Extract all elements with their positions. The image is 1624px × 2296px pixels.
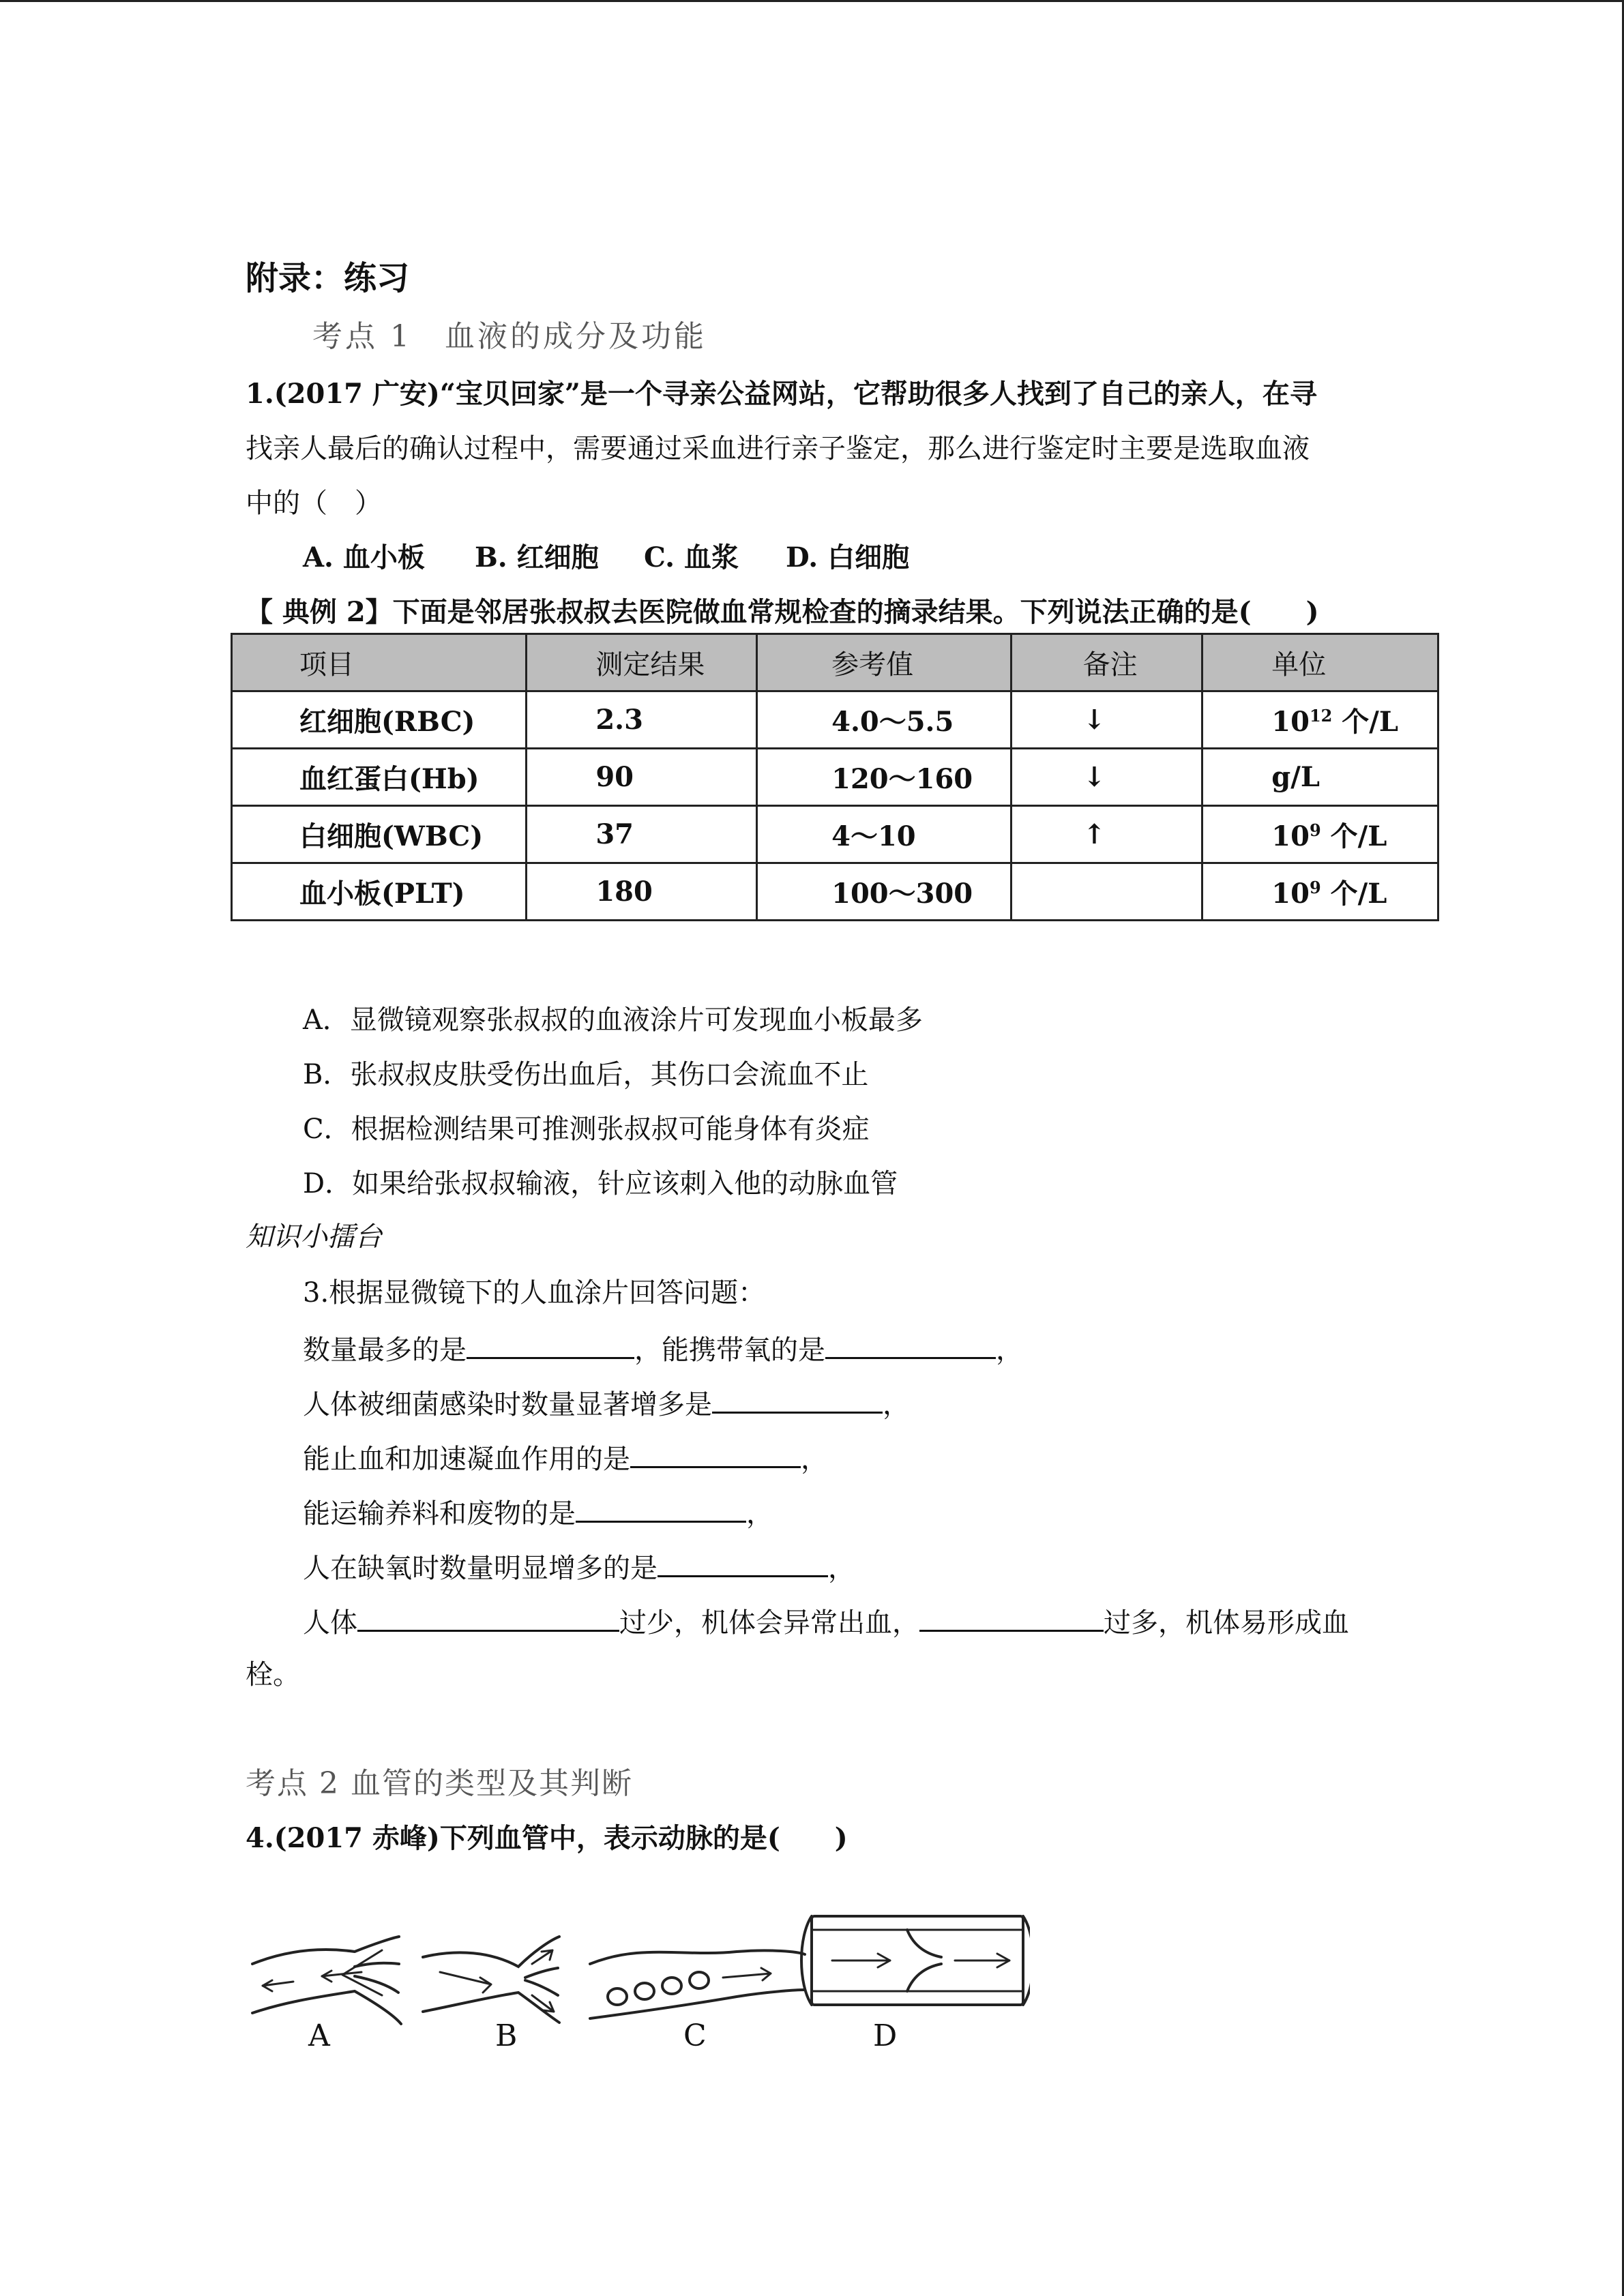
q1-line-3: 中的（ ） xyxy=(246,488,382,519)
cell-note: ↑ xyxy=(1011,806,1202,863)
cell-reference: 4～10 xyxy=(757,806,1012,863)
q3-l4a: 能运输养料和废物的是 xyxy=(303,1498,576,1530)
q1-option-c: C. 血浆 xyxy=(644,541,739,573)
unit-exponent: 9 xyxy=(1309,878,1321,897)
header-result: 测定结果 xyxy=(527,634,757,691)
q1-option-a: A. 血小板 xyxy=(303,541,425,573)
q3-l1c: ， xyxy=(996,1335,1023,1366)
cell-unit xyxy=(1202,691,1438,749)
answer-blank-8[interactable] xyxy=(919,1602,1104,1632)
q3-line-3 xyxy=(303,1439,828,1477)
table-header-row xyxy=(232,634,1438,691)
knowledge-title: 知识小擂台 xyxy=(246,1221,382,1253)
unit-base: 10 xyxy=(1271,878,1310,910)
vessel-a-diagram xyxy=(252,1937,401,2024)
header-reference: 参考值 xyxy=(757,634,1012,691)
section-1-title: 考点 1 血液的成分及功能 xyxy=(312,319,707,354)
unit-tail: 个/L xyxy=(1320,878,1387,910)
answer-blank-6[interactable] xyxy=(658,1548,828,1577)
q3-l1a: 数量最多的是 xyxy=(303,1335,467,1366)
answer-blank-7[interactable] xyxy=(357,1602,619,1632)
q3-l4b: ， xyxy=(746,1498,773,1530)
vessel-b-diagram xyxy=(423,1937,559,2023)
cell-unit xyxy=(1202,863,1438,921)
cell-result: 2.3 xyxy=(527,691,757,749)
header-item: 项目 xyxy=(232,634,527,691)
q3-l3b: ， xyxy=(801,1444,828,1475)
vessel-label-a: A xyxy=(308,2018,330,2053)
cell-reference: 120～160 xyxy=(757,749,1012,806)
q3-l1b: ，能携带氧的是 xyxy=(634,1335,825,1366)
cell-unit xyxy=(1202,806,1438,863)
q3-l6b: 过少，机体会异常出血， xyxy=(619,1607,919,1639)
q3-l5a: 人在缺氧时数量明显增多的是 xyxy=(303,1553,658,1584)
appendix-heading: 附录：练习 xyxy=(246,259,410,297)
cell-result: 90 xyxy=(527,749,757,806)
table-row xyxy=(232,749,1438,806)
header-unit: 单位 xyxy=(1202,634,1438,691)
cell-item: 血小板(PLT) xyxy=(232,863,527,921)
vessel-d-diagram xyxy=(801,1916,1030,2005)
cell-reference: 4.0～5.5 xyxy=(757,691,1012,749)
unit-exponent: 9 xyxy=(1309,820,1321,840)
unit-exponent: 12 xyxy=(1309,706,1333,726)
answer-blank-2[interactable] xyxy=(825,1330,996,1359)
table-row xyxy=(232,806,1438,863)
answer-blank-5[interactable] xyxy=(576,1493,746,1523)
blood-test-table xyxy=(231,633,1439,921)
q4-stem: 4.(2017 赤峰)下列血管中，表示动脉的是( ) xyxy=(246,1822,848,1854)
unit-tail: 个/L xyxy=(1320,820,1387,852)
answer-blank-3[interactable] xyxy=(712,1384,883,1414)
q2-option-c: C．根据检测结果可推测张叔叔可能身体有炎症 xyxy=(303,1114,870,1145)
q3-line-6 xyxy=(303,1602,1349,1641)
blood-vessel-diagrams xyxy=(246,1909,1030,2073)
q3-l5b: ， xyxy=(828,1553,855,1584)
page-top-border xyxy=(0,0,1624,2)
q2-stem: 【 典例 2】下面是邻居张叔叔去医院做血常规检查的摘录结果。下列说法正确的是( ) xyxy=(246,596,1319,628)
cell-unit xyxy=(1202,749,1438,806)
section-2-title: 考点 2 血管的类型及其判断 xyxy=(246,1766,633,1801)
q1-line-1 xyxy=(246,376,1317,412)
unit-tail: 个/L xyxy=(1332,706,1399,738)
q3-l6c: 过多，机体易形成血 xyxy=(1104,1607,1349,1639)
cell-result: 180 xyxy=(527,863,757,921)
q1-line-1-text: 1.(2017 广安)“宝贝回家”是一个寻亲公益网站，它帮助很多人找到了自己的亲人，在寻 xyxy=(246,378,1317,410)
q1-option-d: D. 白细胞 xyxy=(786,541,910,573)
q3-l2a: 人体被细菌感染时数量显著增多是 xyxy=(303,1389,712,1420)
q3-stem: 3.根据显微镜下的人血涂片回答问题： xyxy=(303,1277,766,1309)
cell-reference: 100～300 xyxy=(757,863,1012,921)
q1-line-2: 找亲人最后的确认过程中，需要通过采血进行亲子鉴定，那么进行鉴定时主要是选取血液 xyxy=(246,433,1310,464)
q2-option-d: D．如果给张叔叔输液，针应该刺入他的动脉血管 xyxy=(303,1168,898,1199)
vessel-label-d: D xyxy=(873,2018,898,2053)
q3-l3a: 能止血和加速凝血作用的是 xyxy=(303,1444,630,1475)
q3-line-4 xyxy=(303,1493,773,1532)
cell-item: 血红蛋白(Hb) xyxy=(232,749,527,806)
q3-line-5 xyxy=(303,1548,855,1586)
vessel-label-b: B xyxy=(495,2018,518,2053)
unit-base: g/L xyxy=(1271,761,1320,793)
q3-l6a: 人体 xyxy=(303,1607,357,1639)
cell-note xyxy=(1011,863,1202,921)
unit-base: 10 xyxy=(1271,706,1310,738)
table-row xyxy=(232,691,1438,749)
q3-line-2 xyxy=(303,1384,910,1422)
table-row xyxy=(232,863,1438,921)
answer-blank-1[interactable] xyxy=(467,1330,634,1359)
q3-line-1 xyxy=(303,1330,1023,1368)
q1-option-b: B. 红细胞 xyxy=(475,541,599,573)
q3-l2b: ， xyxy=(883,1389,910,1420)
unit-base: 10 xyxy=(1271,820,1310,852)
cell-item: 红细胞(RBC) xyxy=(232,691,527,749)
cell-note: ↓ xyxy=(1011,749,1202,806)
q3-line-7: 栓。 xyxy=(246,1659,300,1690)
vessel-label-c: C xyxy=(683,2018,707,2053)
q2-option-a: A．显微镜观察张叔叔的血液涂片可发现血小板最多 xyxy=(303,1004,923,1036)
header-note: 备注 xyxy=(1011,634,1202,691)
q2-option-b: B．张叔叔皮肤受伤出血后，其伤口会流血不止 xyxy=(303,1059,869,1090)
cell-item: 白细胞(WBC) xyxy=(232,806,527,863)
vessel-c-diagram xyxy=(590,1950,805,2018)
cell-result: 37 xyxy=(527,806,757,863)
answer-blank-4[interactable] xyxy=(630,1439,801,1468)
cell-note: ↓ xyxy=(1011,691,1202,749)
